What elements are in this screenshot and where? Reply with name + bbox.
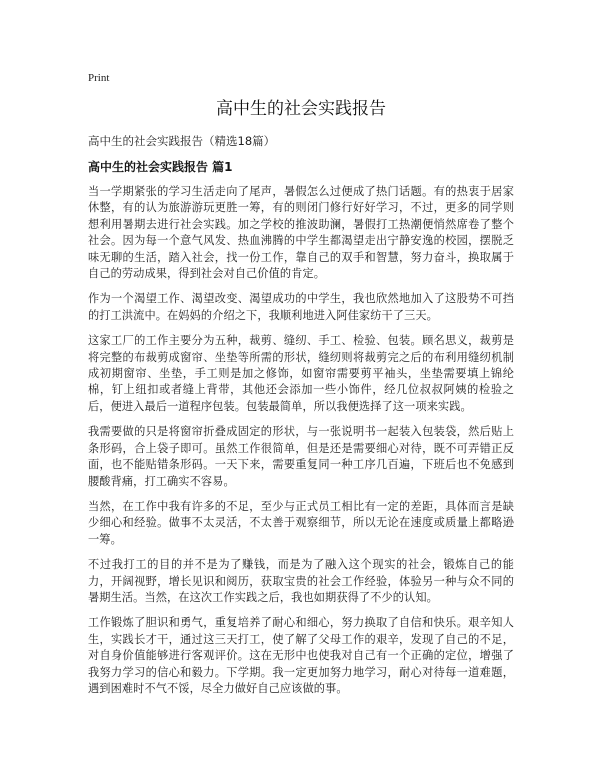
paragraph-6: 不过我打工的目的并不是为了赚钱，而是为了融入这个现实的社会，锻炼自己的能力，开阔视野，增长见识和阅历，获取宝贵的社会工作经验，体验另一种与众不同的暑期生活。当然，在这次工作实践之后，我也如期获得了不少的认知。 xyxy=(88,558,514,604)
paragraph-2: 作为一个渴望工作、渴望改变、渴望成功的中学生，我也欣然地加入了这股势不可挡的打工洪流中。在妈妈的介绍之下，我顺利地进入阿佳家纺干了三天。 xyxy=(88,292,514,322)
paragraph-5: 当然，在工作中我有许多的不足，至少与正式员工相比有一定的差距，具体而言是缺少细心和经验。做事不太灵活，不太善于观察细节，所以无论在速度或质量上都略逊一筹。 xyxy=(88,499,514,546)
paragraph-7: 工作锻炼了胆识和勇气，重复培养了耐心和细心，努力换取了自信和快乐。艰辛知人生，实践长才干，通过这三天打工，使了解了父母工作的艰辛，发现了自己的不足，对自身价值能够进行客观评价。这在无形中也使我对自己有一个正确的定位，增强了我努力学习的信心和毅力。下学期。我一定更加努力地学习，耐心对待每一道难题，遇到困难时不气不馁，尽全力做好自己应该做的事。 xyxy=(88,616,514,695)
section-heading: 高中生的社会实践报告 篇1 xyxy=(88,160,233,174)
document-title: 高中生的社会实践报告 xyxy=(216,99,386,119)
paragraph-1: 当一学期紧张的学习生活走向了尾声，暑假怎么过便成了热门话题。有的热衷于居家休整，有的认为旅游游玩更胜一筹，有的则闭门修行好好学习，不过，更多的同学则想利用暑期去进行社会实践。加之学校的推波助澜，暑假打工热潮便悄然席卷了整个社会。因为每一个意气风发、热血沸腾的中学生都渴望走出宁静安逸的校园，摆脱乏味无聊的生活，踏入社会，找一份工作，靠自己的双手和智慧，努力奋斗，换取属于自己的劳动成果，得到社会对自己价值的肯定。 xyxy=(88,185,514,281)
paragraph-4: 我需要做的只是将窗帘折叠成固定的形状，与一张说明书一起装入包装袋，然后贴上条形码，合上袋子即可。虽然工作很简单，但是还是需要细心对待，既不可弄错正反面，也不能贴错条形码。一天下来，需要重复同一种工序几百遍，下班后也不免感到腰酸背痛，打工确实不容易。 xyxy=(88,425,514,488)
document-subtitle: 高中生的社会实践报告（精选18篇） xyxy=(88,134,276,148)
print-link[interactable]: Print xyxy=(88,72,110,84)
paragraph-3: 这家工厂的工作主要分为五种，裁剪、缝纫、手工、检验、包装。顾名思义，裁剪是将完整的布裁剪成窗帘、坐垫等所需的形状，缝纫则将裁剪完之后的布利用缝纫机制成初期窗帘、坐垫，手工则是加之修饰，如窗帘需要剪平袖头，坐垫需要填上锦纶棉，钉上纽扣或者缝上背带，其他还会添加一些小饰件，经几位叔叔阿姨的检验之后，便进入最后一道程序包装。包装最简单，所以我便选择了这一项来实践。 xyxy=(88,334,514,413)
